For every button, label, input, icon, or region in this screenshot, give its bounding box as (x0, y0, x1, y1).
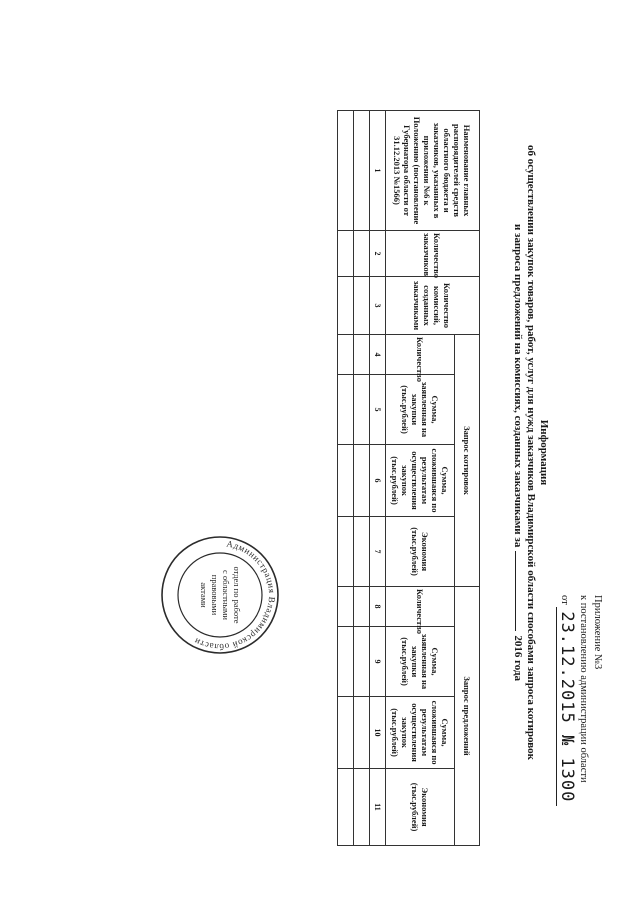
stamp-center-line-3: правовыми (210, 574, 220, 616)
heading-title: Информация (538, 419, 550, 486)
col-number: 7 (370, 517, 386, 587)
col-number: 8 (370, 587, 386, 627)
procurement-table (337, 110, 480, 846)
column-numbers-row (370, 111, 386, 846)
header-proposals-declared: Сумма, заявленная на закупки (тыс.рублей) (386, 627, 455, 697)
stamp-inner-ring (178, 553, 262, 637)
header-proposals-savings: Экономия (тыс.рублей) (386, 769, 455, 846)
header-proposals-formed: Сумма, сложившаяся по результатам осуществления закупок (тыс.рублей) (386, 697, 455, 769)
appendix-block (557, 595, 604, 865)
stamp-ring-text: Администрация Владимирской области (192, 538, 278, 653)
header-quotes-formed: Сумма, сложившаяся по результатам осуществления закупок (тыс.рублей) (386, 445, 455, 517)
col-number: 1 (370, 111, 386, 231)
header-count-customers: Количество заказчиков (386, 231, 480, 277)
appendix-title: Приложение №3 (592, 595, 603, 670)
document-heading (511, 60, 550, 845)
decree-date: 23.12.2015 № 1300 (556, 607, 577, 806)
table-row (354, 111, 370, 846)
stamp-center-line-4: актами (199, 582, 209, 608)
header-proposals-count: Количество (386, 587, 455, 627)
col-number: 2 (370, 231, 386, 277)
header-group-proposals: Запрос предложений (455, 587, 480, 846)
header-name: Наименование главных распорядителей средств областного бюджета и заказчиков, указанных в приложении №6 к Положению (постановление Губернатора области от 31.12.2013 №1566) (386, 111, 480, 231)
stamp-center-line-2: с областными (221, 570, 231, 620)
stamp-center-line-1: отдел по работе (232, 566, 242, 624)
appendix-decree-ref: к постановлению администрации области (578, 595, 589, 783)
header-quotes-savings: Экономия (тыс.рублей) (386, 517, 455, 587)
decree-date-line (557, 595, 577, 865)
col-number: 11 (370, 769, 386, 846)
heading-line-2: и запроса предложений на комиссиях, созданных заказчиками за2016 года (512, 223, 524, 682)
heading-line-1: об осуществлении закупок товаров, работ, услуг для нужд заказчиков Владимирской области способами запроса котировок (525, 145, 537, 760)
header-group-quotes: Запрос котировок (455, 335, 480, 587)
header-count-commissions: Количество комиссий, созданных заказчиками (386, 277, 480, 335)
from-label: от (559, 595, 570, 605)
col-number: 9 (370, 627, 386, 697)
col-number: 4 (370, 335, 386, 375)
official-stamp (160, 535, 280, 655)
col-number: 3 (370, 277, 386, 335)
header-quotes-count: Количество (386, 335, 455, 375)
header-quotes-declared: Сумма, заявленная на закупки (тыс.рублей) (386, 375, 455, 445)
col-number: 5 (370, 375, 386, 445)
table-row (338, 111, 354, 846)
col-number: 10 (370, 697, 386, 769)
col-number: 6 (370, 445, 386, 517)
stamp-outer-ring (162, 537, 278, 653)
period-blank (515, 551, 516, 631)
